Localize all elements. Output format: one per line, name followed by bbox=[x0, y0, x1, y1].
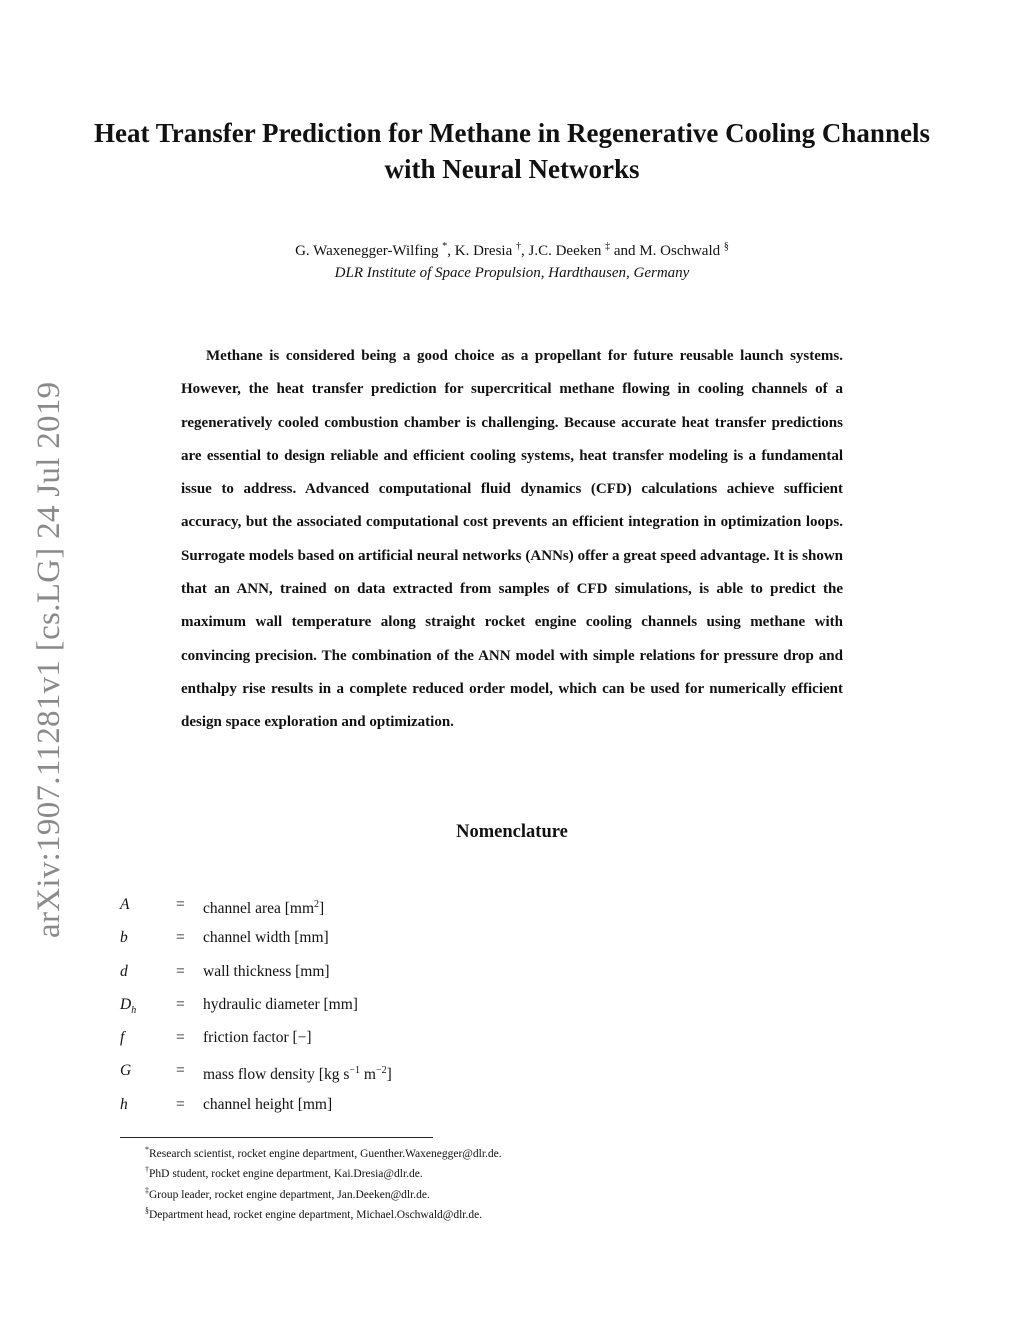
description-text: channel area [mm bbox=[203, 900, 315, 918]
description-superscript: 2 bbox=[314, 899, 320, 910]
description-superscript: −1 bbox=[349, 1065, 361, 1077]
symbol-letter: G bbox=[120, 1062, 132, 1080]
nomenclature-equals: = bbox=[176, 1062, 185, 1080]
symbol-subscript: h bbox=[131, 1004, 137, 1016]
affiliation: DLR Institute of Space Propulsion, Hardthausen, Germany bbox=[334, 265, 690, 281]
footnote-mark: ‡ bbox=[145, 1185, 149, 1195]
footnote-list bbox=[145, 1142, 502, 1223]
arxiv-margin-stamp: arXiv:1907.11281v1 [cs.LG] 24 Jul 2019 bbox=[31, 381, 67, 938]
author-footnote-mark: ‡ bbox=[605, 241, 611, 252]
nomenclature-description: hydraulic diameter [mm] bbox=[203, 995, 358, 1013]
nomenclature-symbol bbox=[120, 955, 128, 988]
nomenclature-symbol bbox=[120, 921, 128, 954]
nomenclature-equals: = bbox=[176, 995, 185, 1013]
nomenclature-symbol bbox=[120, 1054, 131, 1087]
nomenclature-equals: = bbox=[176, 929, 185, 947]
nomenclature-equals: = bbox=[176, 1095, 185, 1113]
footnote-text: Department head, rocket engine department, Michael.Oschwald@dlr.de. bbox=[149, 1208, 483, 1221]
nomenclature-description: channel width [mm] bbox=[203, 929, 329, 947]
footnote-mark: * bbox=[145, 1145, 149, 1154]
footnote-divider bbox=[120, 1137, 433, 1138]
author-name: J.C. Deeken bbox=[528, 243, 602, 259]
author-name: M. Oschwald bbox=[639, 243, 721, 259]
footnote-text: Group leader, rocket engine department, Jan.Deeken@dlr.de. bbox=[149, 1188, 430, 1201]
footnote bbox=[145, 1183, 502, 1203]
description-superscript: −2 bbox=[375, 1065, 387, 1077]
author-list bbox=[112, 236, 912, 262]
footnote-text: Research scientist, rocket engine department, Guenther.Waxenegger@dlr.de. bbox=[149, 1147, 502, 1160]
footnote-text: PhD student, rocket engine department, Kai.Dresia@dlr.de. bbox=[149, 1168, 423, 1181]
author-footnote-mark: * bbox=[442, 241, 448, 252]
nomenclature-equals: = bbox=[176, 1029, 185, 1047]
nomenclature-description bbox=[203, 888, 324, 925]
nomenclature-symbol bbox=[120, 1088, 128, 1121]
author-footnote-mark: § bbox=[723, 241, 729, 252]
author-name: G. Waxenegger-Wilfing bbox=[295, 243, 439, 259]
paper-title: Heat Transfer Prediction for Methane in Regenerative Cooling Channels with Neural Networks bbox=[94, 118, 930, 184]
symbol-letter: D bbox=[120, 995, 132, 1013]
description-tail: m bbox=[360, 1066, 376, 1084]
author-name: K. Dresia bbox=[454, 243, 513, 259]
nomenclature-symbol bbox=[120, 1021, 124, 1054]
author-and: and bbox=[610, 243, 640, 259]
footnote-mark: † bbox=[145, 1165, 149, 1175]
abstract: Methane is considered being a good choice as a propellant for future reusable launch systems. However, the heat transfer prediction for supercritical methane flowing in cooling channels of a regeneratively cooled combustion chamber is challenging. Because accurate heat transfer predictions are essential to design reliable and efficient cooling systems, heat transfer modeling is a fundamental issue to address. Advanced computational fluid dynamics (CFD) calculations achieve sufficient accuracy, but the associated computational cost prevents an efficient integration in optimization loops. Surrogate models based on artificial neural networks (ANNs) offer a great speed advantage. It is shown that an ANN, trained on data extracted from samples of CFD simulations, is able to predict the maximum wall temperature along straight rocket engine cooling channels using methane with convincing precision. The combination of the ANN model with simple relations for pressure drop and enthalpy rise results in a complete reduced order model, which can be used for numerically efficient design space exploration and optimization. bbox=[181, 348, 843, 731]
nomenclature-symbol bbox=[120, 888, 129, 921]
description-tail: ] bbox=[319, 900, 325, 918]
author-separator: , bbox=[520, 243, 529, 259]
symbol-letter: d bbox=[120, 962, 128, 980]
description-tail: ] bbox=[386, 1066, 392, 1084]
author-footnote-mark: † bbox=[515, 241, 521, 252]
nomenclature-heading: Nomenclature bbox=[456, 822, 568, 842]
description-text: mass flow density [kg s bbox=[203, 1066, 350, 1084]
nomenclature-description bbox=[203, 1054, 392, 1091]
nomenclature-equals: = bbox=[176, 962, 185, 980]
footnote bbox=[145, 1162, 502, 1182]
symbol-letter: b bbox=[120, 929, 128, 947]
symbol-letter: A bbox=[120, 896, 130, 913]
nomenclature-description: friction factor [−] bbox=[203, 1029, 312, 1047]
nomenclature-description: channel height [mm] bbox=[203, 1095, 333, 1113]
nomenclature-description: wall thickness [mm] bbox=[203, 962, 330, 980]
author-separator: , bbox=[447, 243, 455, 259]
symbol-letter: f bbox=[120, 1029, 125, 1047]
footnote-mark: § bbox=[145, 1205, 149, 1215]
author-block bbox=[112, 236, 912, 284]
nomenclature-equals: = bbox=[176, 896, 185, 913]
symbol-letter: h bbox=[120, 1095, 128, 1113]
footnote bbox=[145, 1142, 502, 1162]
footnote bbox=[145, 1203, 502, 1223]
